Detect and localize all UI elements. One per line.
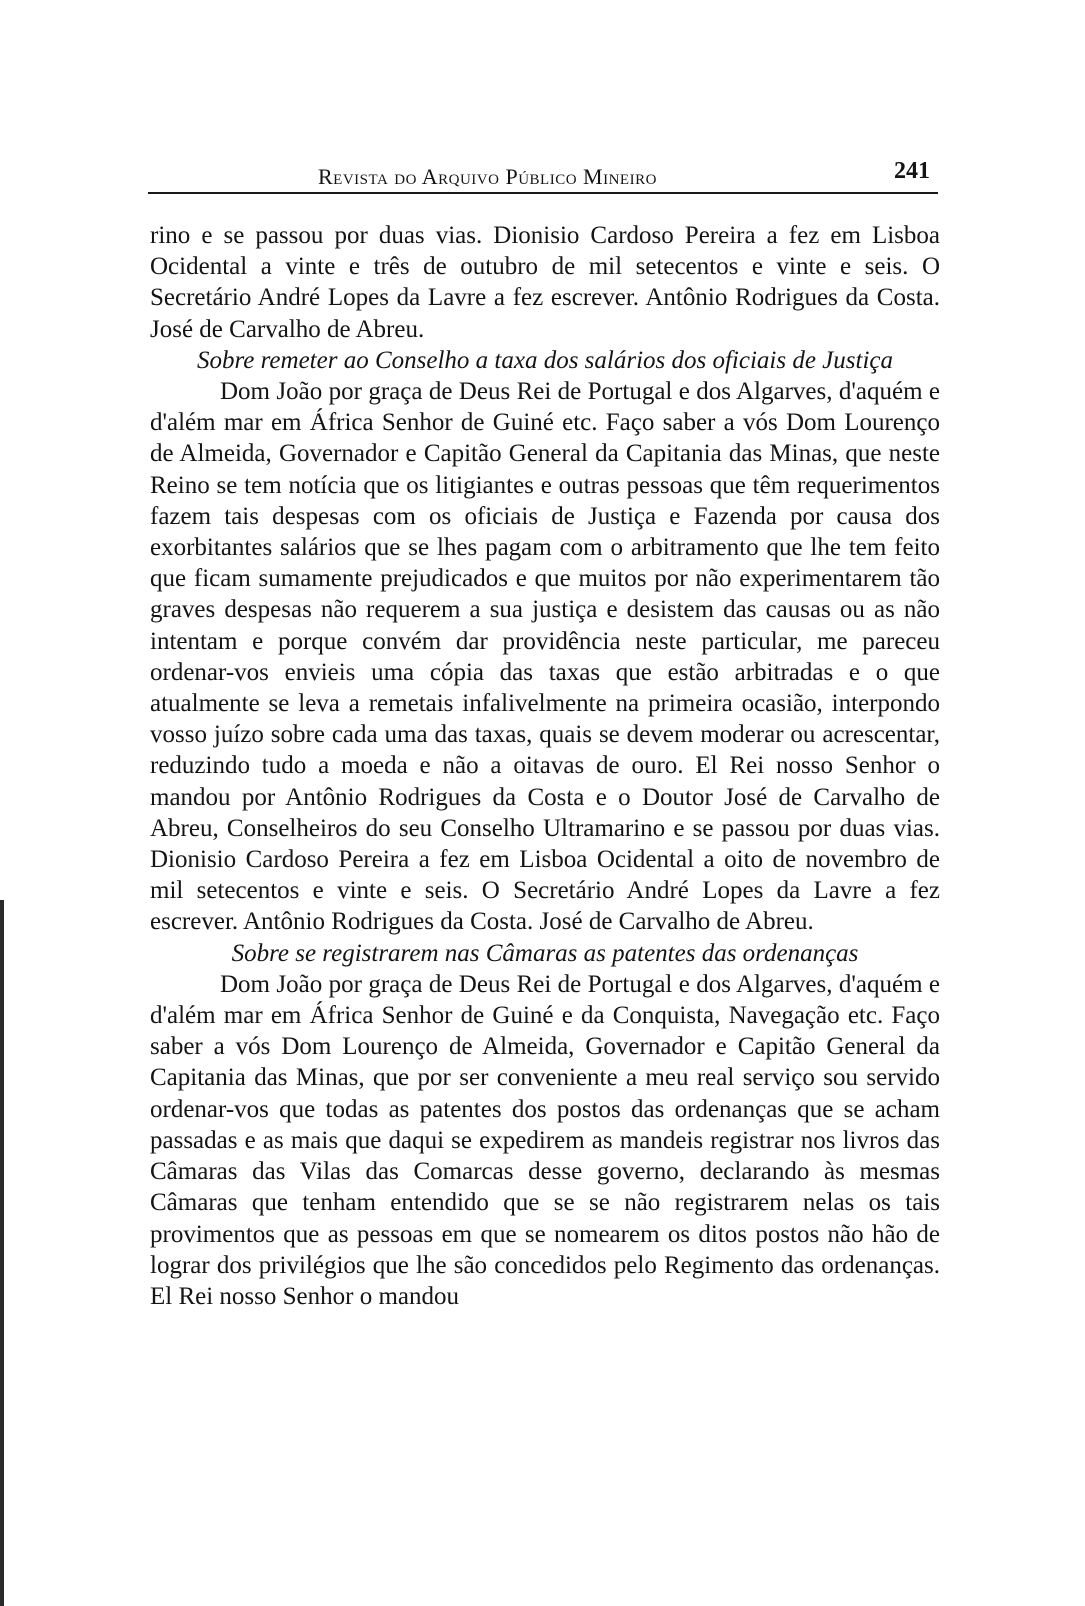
header-rule <box>148 192 938 194</box>
scan-edge-shadow <box>0 900 4 1606</box>
paragraph-continuation: rino e se passou por duas vias. Dionisio Cardoso Pereira a fez em Lisboa Ocidental a vinte e três de outubro de mil setecentos e vinte e seis. O Secretário André Lopes da Lavre a fez escrever. Antônio Rodrigues da Costa. José de Carvalho de Abreu. <box>150 222 940 343</box>
section-heading-patentes: Sobre se registrarem nas Câmaras as patentes das ordenanças <box>231 939 859 967</box>
paragraph-salarios: Dom João por graça de Deus Rei de Portugal e dos Algarves, d'aquém e d'além mar em África Senhor de Guiné etc. Faço saber a vós Dom Lourenço de Almeida, Governador e Capitão General da Capitania das Minas, que neste Reino se tem notícia que os litigiantes e outras pessoas que têm requerimentos fazem tais despesas com os oficiais de Justiça e Fazenda por causa dos exorbitantes salários que se lhes pagam com o arbitramento que lhe tem feito que ficam sumamente prejudicados e que muitos por não experimentarem tão graves despesas não requerem a sua justiça e desistem das causas ou as não intentam e porque convém dar providência neste particular, me pareceu ordenar-vos envieis uma cópia das taxas que estão arbitradas e o que atualmente se leva a remetais infalivelmente na primeira ocasião, interpondo vosso juízo sobre cada uma das taxas, quais se devem moderar ou acrescentar, reduzindo tudo a moeda e não a oitavas de ouro. El Rei nosso Senhor o mandou por Antônio Rodrigues da Costa e o Doutor José de Carvalho de Abreu, Conselheiros do seu Conselho Ultramarino e se passou por duas vias. Dionisio Cardoso Pereira a fez em Lisboa Ocidental a oito de novembro de mil setecentos e vinte e seis. O Secretário André Lopes da Lavre a fez escrever. Antônio Rodrigues da Costa. José de Carvalho de Abreu. <box>150 378 940 936</box>
body-text <box>150 220 940 1312</box>
page-header <box>148 150 938 194</box>
paragraph-patentes: Dom João por graça de Deus Rei de Portugal e dos Algarves, d'aquém e d'além mar em África Senhor de Guiné e da Conquista, Navegação etc. Faço saber a vós Dom Lourenço de Almeida, Governador e Capitão General da Capitania das Minas, que por ser conveniente a meu real serviço sou servido ordenar-vos que todas as patentes dos postos das ordenanças que se acham passadas e as mais que daqui se expedirem as mandeis registrar nos livros das Câmaras das Vilas das Comarcas desse governo, declarando às mesmas Câmaras que tenham entendido que se se não registrarem nelas os tais provimentos que as pessoas em que se nomearem os ditos postos não hão de lograr dos privilégios que lhe são concedidos pelo Regimento das ordenanças. El Rei nosso Senhor o mandou <box>150 970 940 1310</box>
page-number: 241 <box>894 158 930 184</box>
running-title: Revista do Arquivo Público Mineiro <box>318 164 657 189</box>
section-heading-salarios: Sobre remeter ao Conselho a taxa dos salários dos oficiais de Justiça <box>196 346 893 374</box>
